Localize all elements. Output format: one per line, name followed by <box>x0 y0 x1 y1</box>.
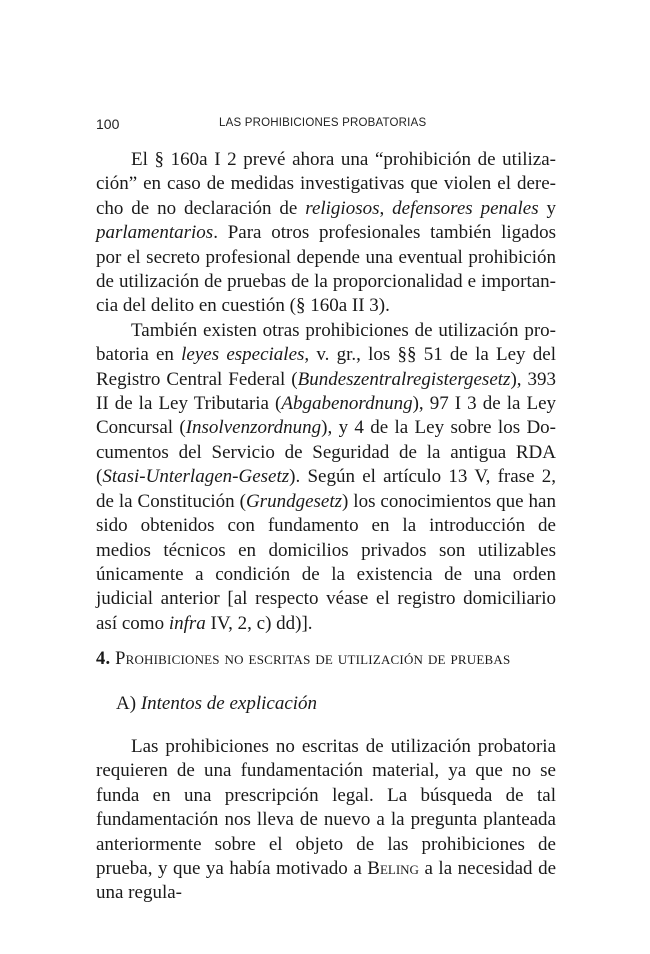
subsection-heading <box>116 693 556 715</box>
italic-run: defensores penales <box>392 197 539 219</box>
paragraph-3 <box>96 735 556 906</box>
text-run: ), 97 I 3 de la Ley Concursal ( <box>96 393 556 439</box>
text-run: También existen otras prohibiciones de utilización probatoria en <box>96 319 556 366</box>
text-run: , v. gr., los §§ 51 de la Ley del Registro Central Federal ( <box>96 344 556 390</box>
body-text <box>96 148 556 636</box>
subsection-label: A) <box>116 693 137 714</box>
text-run: Las prohibiciones no escritas de utilización probatoria requieren de una fundamentación material, ya que no se funda en una prescripción legal. La búsqueda de tal fundamentación nos lleva de nuevo a la pregunta planteada anteriormente sobre el objeto de las prohibiciones de prueba, y que ya había motivado a <box>96 736 556 880</box>
paragraph-2 <box>96 319 556 636</box>
italic-run: parlamentarios <box>96 222 214 244</box>
italic-run: infra <box>168 612 206 634</box>
italic-run: Abgabenordnung <box>281 393 413 415</box>
section-number: 4. <box>96 649 111 669</box>
italic-run: Bundeszentralregistergesetz <box>297 368 511 390</box>
italic-run: Stasi-Unterlagen-Gesetz <box>102 466 290 488</box>
text-run: ). Según el artículo 13 V, frase 2, de la Constitución ( <box>96 466 556 512</box>
italic-run: Insolvenzordnung <box>185 417 322 439</box>
text-run: a la necesidad de una regula- <box>96 858 556 904</box>
author-name: Beling <box>367 858 419 880</box>
text-run: . Para otros profesionales también ligados por el secreto profesional depende una eventual prohibición de utilización de pruebas de la proporcionalidad e importancia del delito en cuestión (§ 160a II 3). <box>96 222 556 317</box>
running-title: LAS PROHIBICIONES PROBATORIAS <box>219 117 427 129</box>
italic-run: leyes especiales <box>181 344 305 366</box>
text-run: El § 160a I 2 prevé ahora una “prohibición de utilización” en caso de medidas investigativas que violen el derecho de no declaración de <box>96 149 556 219</box>
page-number: 100 <box>96 116 120 132</box>
section-heading <box>96 649 556 670</box>
italic-run: Grundgesetz <box>245 490 343 512</box>
text-run: ), y 4 de la Ley sobre los Documentos del Servicio de Seguridad de la antigua RDA ( <box>96 417 556 488</box>
text-run: ) los conocimientos que han sido obtenidos con fundamento en la introducción de medios técnicos en domicilios privados son utilizables únicamente a condición de la existencia de una orden judicial anterior [al respecto véase el registro domiciliario así como <box>96 490 556 634</box>
text-run: IV, 2, c) dd)]. <box>205 612 313 634</box>
italic-run: religiosos <box>305 197 380 219</box>
paragraph-1 <box>96 148 556 319</box>
text-run: ), 393 II de la Ley Tributaria ( <box>96 368 557 415</box>
text-run: y <box>538 197 557 219</box>
subsection-title: Intentos de explicación <box>140 693 318 714</box>
body-text-2 <box>96 735 556 906</box>
text-run: , <box>379 197 393 219</box>
section-title: Prohibiciones no escritas de utilización de pruebas <box>115 649 511 669</box>
